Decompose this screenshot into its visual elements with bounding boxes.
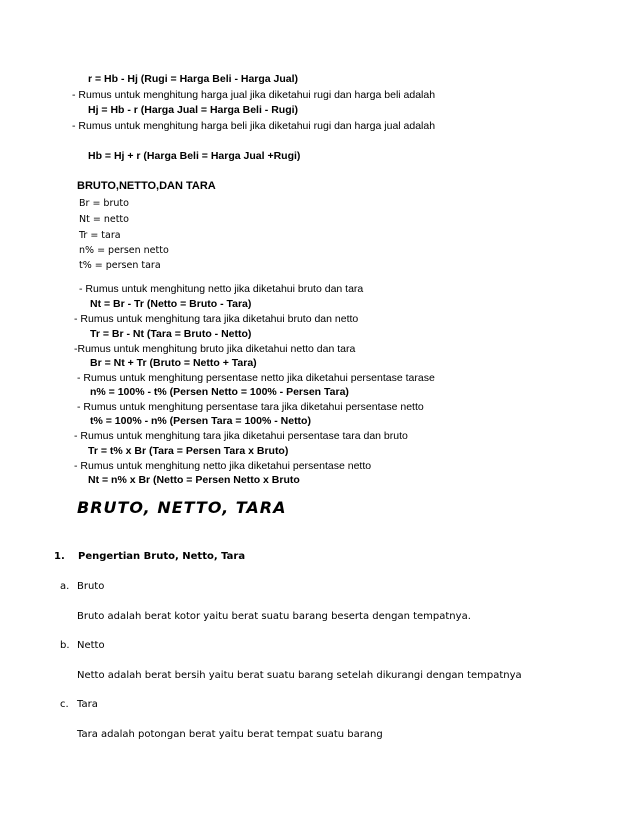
rumus-harga-jual-text: - Rumus untuk menghitung harga jual jika diketahui rugi dan harga beli adalah [72, 89, 436, 101]
rumus-bruto-text: -Rumus untuk menghitung bruto jika diketahui netto dan tara [74, 343, 356, 355]
section-heading-bruto-netto-tara: BRUTO, NETTO, TARA [77, 498, 287, 517]
definition-nt: Nt = netto [79, 214, 129, 225]
item-b-letter: b. [60, 640, 70, 651]
definition-t-percent: t% = persen tara [79, 260, 161, 271]
numbered-item-title: Pengertian Bruto, Netto, Tara [78, 551, 246, 562]
rumus-tara-persen-text: - Rumus untuk menghitung tara jika diketahui persentase tara dan bruto [74, 430, 408, 442]
rumus-persen-tara-text: - Rumus untuk menghitung persentase tara jika diketahui persentase netto [77, 401, 424, 413]
item-c-letter: c. [60, 699, 69, 710]
item-b-term: Netto [77, 640, 105, 651]
formula-netto: Nt = Br - Tr (Netto = Bruto - Tara) [90, 298, 252, 310]
rumus-netto-persen-text: - Rumus untuk menghitung netto jika diketahui persentase netto [74, 460, 372, 472]
rumus-harga-beli-text: - Rumus untuk menghitung harga beli jika diketahui rugi dan harga jual adalah [72, 120, 436, 132]
item-b-definition: Netto adalah berat bersih yaitu berat suatu barang setelah dikurangi dengan tempatnya [77, 670, 522, 681]
item-c-definition: Tara adalah potongan berat yaitu berat tempat suatu barang [77, 729, 383, 740]
formula-rugi: r = Hb - Hj (Rugi = Harga Beli - Harga Jual) [88, 73, 299, 85]
formula-harga-jual: Hj = Hb - r (Harga Jual = Harga Beli - Rugi) [88, 104, 299, 116]
numbered-item-number: 1. [54, 551, 65, 562]
definition-br: Br = bruto [79, 198, 129, 209]
definition-n-percent: n% = persen netto [79, 245, 169, 256]
formula-netto-persen: Nt = n% x Br (Netto = Persen Netto x Bruto [88, 474, 300, 486]
item-a-definition: Bruto adalah berat kotor yaitu berat suatu barang beserta dengan tempatnya. [77, 611, 471, 622]
item-a-letter: a. [60, 581, 70, 592]
definition-tr: Tr = tara [79, 230, 121, 241]
formula-persen-tara: t% = 100% - n% (Persen Tara = 100% - Netto) [90, 415, 311, 427]
item-c-term: Tara [77, 699, 98, 710]
rumus-tara-text: - Rumus untuk menghitung tara jika diketahui bruto dan netto [74, 313, 359, 325]
formula-harga-beli: Hb = Hj + r (Harga Beli = Harga Jual +Rugi) [88, 150, 301, 162]
formula-persen-netto: n% = 100% - t% (Persen Netto = 100% - Persen Tara) [90, 386, 349, 398]
formula-tara-persen: Tr = t% x Br (Tara = Persen Tara x Bruto) [88, 445, 289, 457]
item-a-term: Bruto [77, 581, 105, 592]
section-title-bruto-netto-tara: BRUTO,NETTO,DAN TARA [77, 180, 216, 192]
rumus-netto-text: - Rumus untuk menghitung netto jika diketahui bruto dan tara [79, 283, 364, 295]
formula-tara: Tr = Br - Nt (Tara = Bruto - Netto) [90, 328, 252, 340]
formula-bruto: Br = Nt + Tr (Bruto = Netto + Tara) [90, 357, 257, 369]
rumus-persen-netto-text: - Rumus untuk menghitung persentase netto jika diketahui persentase tarase [77, 372, 435, 384]
